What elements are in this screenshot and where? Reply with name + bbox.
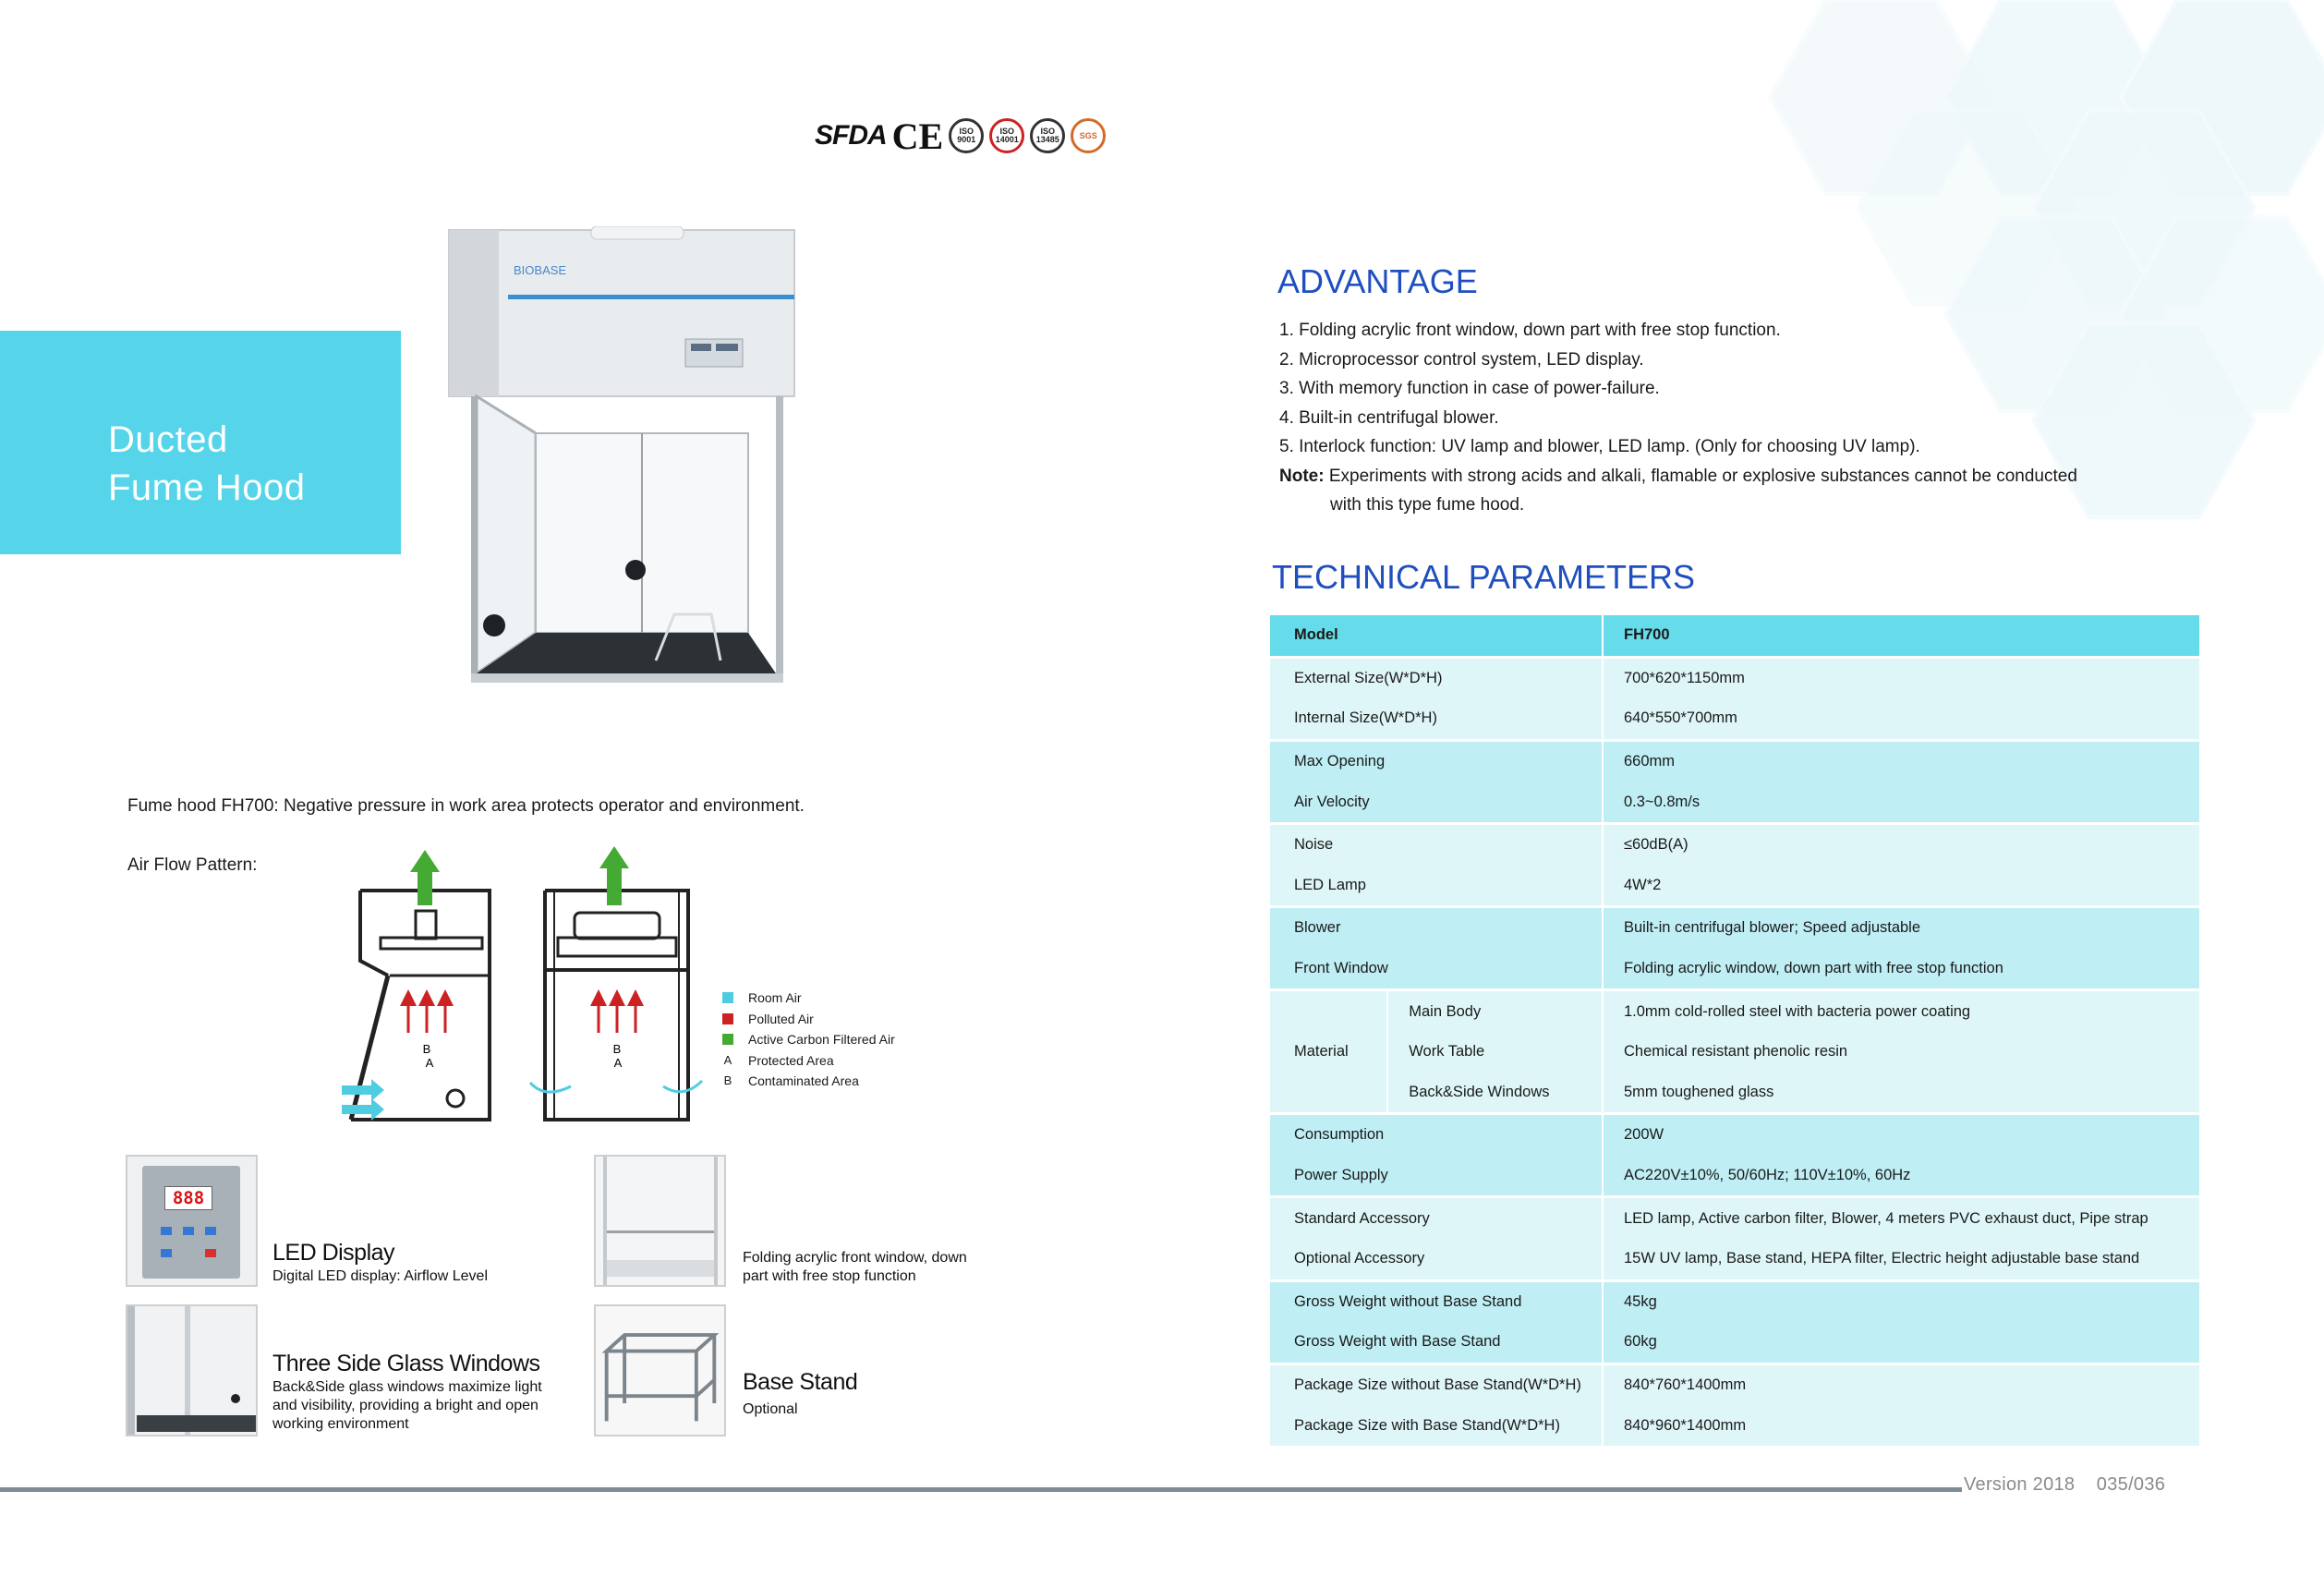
led-display-image <box>126 1155 258 1287</box>
legend-item <box>722 1009 895 1030</box>
row-value: LED lamp, Active carbon filter, Blower, 4 meters PVC exhaust duct, Pipe strap <box>1603 1198 2199 1239</box>
header-label: Model <box>1270 615 1603 657</box>
row-value: 1.0mm cold-rolled steel with bacteria power coating <box>1603 991 2199 1032</box>
table-row <box>1270 659 2199 699</box>
glass-windows-desc-line2: and visibility, providing a bright and open <box>272 1398 539 1413</box>
material-label: Material <box>1270 991 1387 1113</box>
legend-letter: B <box>723 1073 732 1087</box>
led-readout: 888 <box>164 1186 212 1210</box>
label-a: A <box>613 1056 623 1070</box>
table-row <box>1270 1032 2199 1073</box>
version-label: Version 2018 <box>1964 1474 2076 1495</box>
front-window-desc-line2: part with free stop function <box>743 1268 916 1284</box>
table-row <box>1270 991 2199 1032</box>
banner-title-line2: Fume Hood <box>108 467 306 508</box>
table-row <box>1270 742 2199 782</box>
led-display-title: LED Display <box>272 1240 395 1266</box>
row-label: Air Velocity <box>1270 782 1603 823</box>
fume-hood-product-image <box>443 226 813 734</box>
row-label: Gross Weight without Base Stand <box>1270 1282 1603 1323</box>
technical-parameters-heading: TECHNICAL PARAMETERS <box>1272 558 1696 596</box>
table-row <box>1270 1073 2199 1114</box>
row-label: Main Body <box>1387 991 1603 1032</box>
row-label: Package Size with Base Stand(W*D*H) <box>1270 1405 1603 1446</box>
page-numbers: 035/036 <box>2096 1474 2166 1495</box>
room-air-swatch <box>722 992 733 1003</box>
table-row <box>1270 1115 2199 1156</box>
row-value: 4W*2 <box>1603 866 2199 907</box>
table-row <box>1270 1282 2199 1323</box>
table-row <box>1270 1239 2199 1280</box>
led-display-desc: Digital LED display: Airflow Level <box>272 1268 488 1284</box>
advantage-item: 3. With memory function in case of power-failure. <box>1279 379 1660 398</box>
row-value: Chemical resistant phenolic resin <box>1603 1032 2199 1073</box>
label-b: B <box>612 1042 622 1056</box>
row-value: 640*550*700mm <box>1603 698 2199 740</box>
table-row <box>1270 1198 2199 1239</box>
row-label: Power Supply <box>1270 1156 1603 1197</box>
row-value: 200W <box>1603 1115 2199 1156</box>
legend-label: Room Air <box>748 990 802 1005</box>
row-label: Gross Weight with Base Stand <box>1270 1322 1603 1364</box>
glass-windows-desc-line3: working environment <box>272 1416 409 1432</box>
polluted-air-swatch <box>722 1013 733 1024</box>
base-stand-title: Base Stand <box>743 1369 858 1395</box>
table-row <box>1270 782 2199 823</box>
legend-item <box>722 1050 895 1072</box>
row-label: Package Size without Base Stand(W*D*H) <box>1270 1365 1603 1406</box>
row-label: Optional Accessory <box>1270 1239 1603 1280</box>
table-row <box>1270 866 2199 907</box>
advantage-item: 5. Interlock function: UV lamp and blower, LED lamp. (Only for choosing UV lamp). <box>1279 437 1920 456</box>
title-banner <box>0 331 401 554</box>
legend-label: Active Carbon Filtered Air <box>748 1032 895 1047</box>
table-header-row <box>1270 615 2199 657</box>
table-row <box>1270 1322 2199 1364</box>
table-row <box>1270 949 2199 990</box>
front-window-desc-line1: Folding acrylic front window, down <box>743 1250 967 1266</box>
table-row <box>1270 908 2199 949</box>
row-value: ≤60dB(A) <box>1603 825 2199 866</box>
iso14001-seal: ISO 14001 <box>989 118 1024 153</box>
table-row <box>1270 1365 2199 1406</box>
row-label: External Size(W*D*H) <box>1270 659 1603 699</box>
product-caption: Fume hood FH700: Negative pressure in work area protects operator and environment. <box>127 796 805 816</box>
banner-title-line1: Ducted <box>108 419 228 460</box>
advantage-item: 1. Folding acrylic front window, down part with free stop function. <box>1279 321 1781 340</box>
base-stand-image <box>594 1304 726 1436</box>
air-flow-legend <box>722 988 895 1092</box>
row-label: Internal Size(W*D*H) <box>1270 698 1603 740</box>
footer-version <box>1964 1474 2165 1496</box>
legend-label: Contaminated Area <box>748 1073 859 1088</box>
row-value: 840*760*1400mm <box>1603 1365 2199 1406</box>
table-row <box>1270 1405 2199 1446</box>
legend-item <box>722 1029 895 1050</box>
row-value: Folding acrylic window, down part with free stop function <box>1603 949 2199 990</box>
glass-windows-title: Three Side Glass Windows <box>272 1351 540 1376</box>
row-value: 60kg <box>1603 1322 2199 1364</box>
row-value: 660mm <box>1603 742 2199 782</box>
filtered-air-swatch <box>722 1034 733 1045</box>
row-value: 15W UV lamp, Base stand, HEPA filter, Electric height adjustable base stand <box>1603 1239 2199 1280</box>
base-stand-desc: Optional <box>743 1401 798 1417</box>
row-value: 0.3~0.8m/s <box>1603 782 2199 823</box>
row-value: AC220V±10%, 50/60Hz; 110V±10%, 60Hz <box>1603 1156 2199 1197</box>
side-view-hood <box>342 850 490 1121</box>
row-label: Consumption <box>1270 1115 1603 1156</box>
sgs-seal: SGS <box>1071 118 1106 153</box>
iso9001-seal: ISO 9001 <box>949 118 984 153</box>
row-label: Noise <box>1270 825 1603 866</box>
advantage-item: 2. Microprocessor control system, LED display. <box>1279 349 1644 370</box>
row-label: Max Opening <box>1270 742 1603 782</box>
footer-rule <box>0 1487 1962 1492</box>
row-value: Built-in centrifugal blower; Speed adjustable <box>1603 908 2199 949</box>
legend-label: Polluted Air <box>748 1011 814 1026</box>
row-label: LED Lamp <box>1270 866 1603 907</box>
row-value: 840*960*1400mm <box>1603 1405 2199 1446</box>
advantage-note <box>1279 462 2077 491</box>
advantage-heading: ADVANTAGE <box>1277 262 1478 300</box>
advantage-list <box>1279 316 2077 520</box>
legend-label: Protected Area <box>748 1052 834 1068</box>
row-label: Back&Side Windows <box>1387 1073 1603 1114</box>
certification-logos <box>815 113 1106 159</box>
row-value: 45kg <box>1603 1282 2199 1323</box>
legend-letter: A <box>723 1052 732 1067</box>
label-b: B <box>422 1042 431 1056</box>
row-label: Blower <box>1270 908 1603 949</box>
table-row <box>1270 825 2199 866</box>
legend-item <box>722 988 895 1009</box>
glass-windows-desc-line1: Back&Side glass windows maximize light <box>272 1379 542 1395</box>
front-view-hood <box>530 846 702 1120</box>
table-row <box>1270 698 2199 740</box>
brand-label: BIOBASE <box>514 263 567 277</box>
note-text: Experiments with strong acids and alkali, flamable or explosive substances cannot be conducted <box>1328 466 2077 486</box>
front-window-image <box>594 1155 726 1287</box>
header-value: FH700 <box>1603 615 2199 657</box>
row-label: Work Table <box>1387 1032 1603 1073</box>
advantage-item: 4. Built-in centrifugal blower. <box>1279 407 1499 428</box>
sfda-logo: SFDA <box>815 120 887 151</box>
ce-mark: CE <box>891 115 944 157</box>
iso13485-seal: ISO 13485 <box>1030 118 1065 153</box>
row-value: 5mm toughened glass <box>1603 1073 2199 1114</box>
row-label: Standard Accessory <box>1270 1198 1603 1239</box>
glass-windows-image <box>126 1304 258 1436</box>
advantage-note-continued: with this type fume hood. <box>1330 495 1525 515</box>
legend-item <box>722 1071 895 1092</box>
row-label: Front Window <box>1270 949 1603 990</box>
table-row <box>1270 1156 2199 1197</box>
label-a: A <box>425 1056 434 1070</box>
air-flow-title: Air Flow Pattern: <box>127 855 258 875</box>
row-value: 700*620*1150mm <box>1603 659 2199 699</box>
technical-parameters-table <box>1270 615 2199 1446</box>
note-label: Note: <box>1279 466 1325 486</box>
